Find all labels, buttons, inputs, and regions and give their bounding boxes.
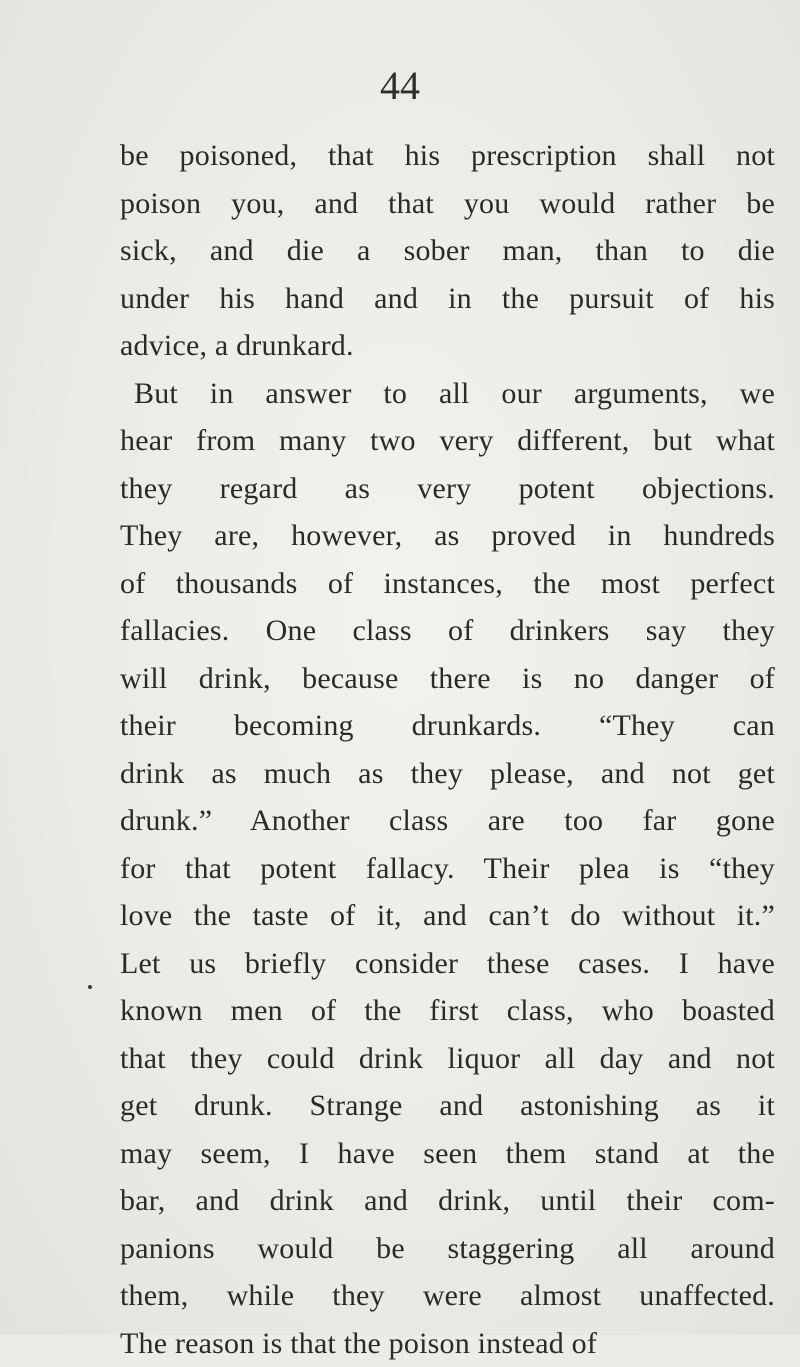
text-line: may seem, I have seen them stand at the [120,1130,775,1178]
text-line: drink as much as they please, and not get [120,750,775,798]
text-line: advice, a drunkard. [120,322,775,370]
text-line: them, while they were almost unaffected. [120,1272,775,1320]
text-line: under his hand and in the pursuit of his [120,275,775,323]
text-line: bar, and drink and drink, until their com- [120,1177,775,1225]
text-line: They are, however, as proved in hundreds [120,512,775,560]
text-line: known men of the first class, who boasted [120,987,775,1035]
text-line: sick, and die a sober man, than to die [120,227,775,275]
text-line: panions would be staggering all around [120,1225,775,1273]
text-line: fallacies. One class of drinkers say they [120,607,775,655]
text-line: poison you, and that you would rather be [120,180,775,228]
text-line: they regard as very potent objections. [120,465,775,513]
margin-speck [88,985,92,989]
text-line: love the taste of it, and can’t do without it.” [120,892,775,940]
text-line: drunk.” Another class are too far gone [120,797,775,845]
text-line: get drunk. Strange and astonishing as it [120,1082,775,1130]
text-line: their becoming drunkards. “They can [120,702,775,750]
text-line: But in answer to all our arguments, we [120,370,775,418]
text-line: for that potent fallacy. Their plea is “they [120,845,775,893]
text-line: hear from many two very different, but what [120,417,775,465]
page-number: 44 [0,62,800,110]
text-line: Let us briefly consider these cases. I have [120,940,775,988]
text-line: that they could drink liquor all day and not [120,1035,775,1083]
text-line: will drink, because there is no danger of [120,655,775,703]
body-text [120,132,775,1367]
text-line: The reason is that the poison instead of [120,1320,775,1367]
text-line: be poisoned, that his prescription shall not [120,132,775,180]
text-line: of thousands of instances, the most perfect [120,560,775,608]
